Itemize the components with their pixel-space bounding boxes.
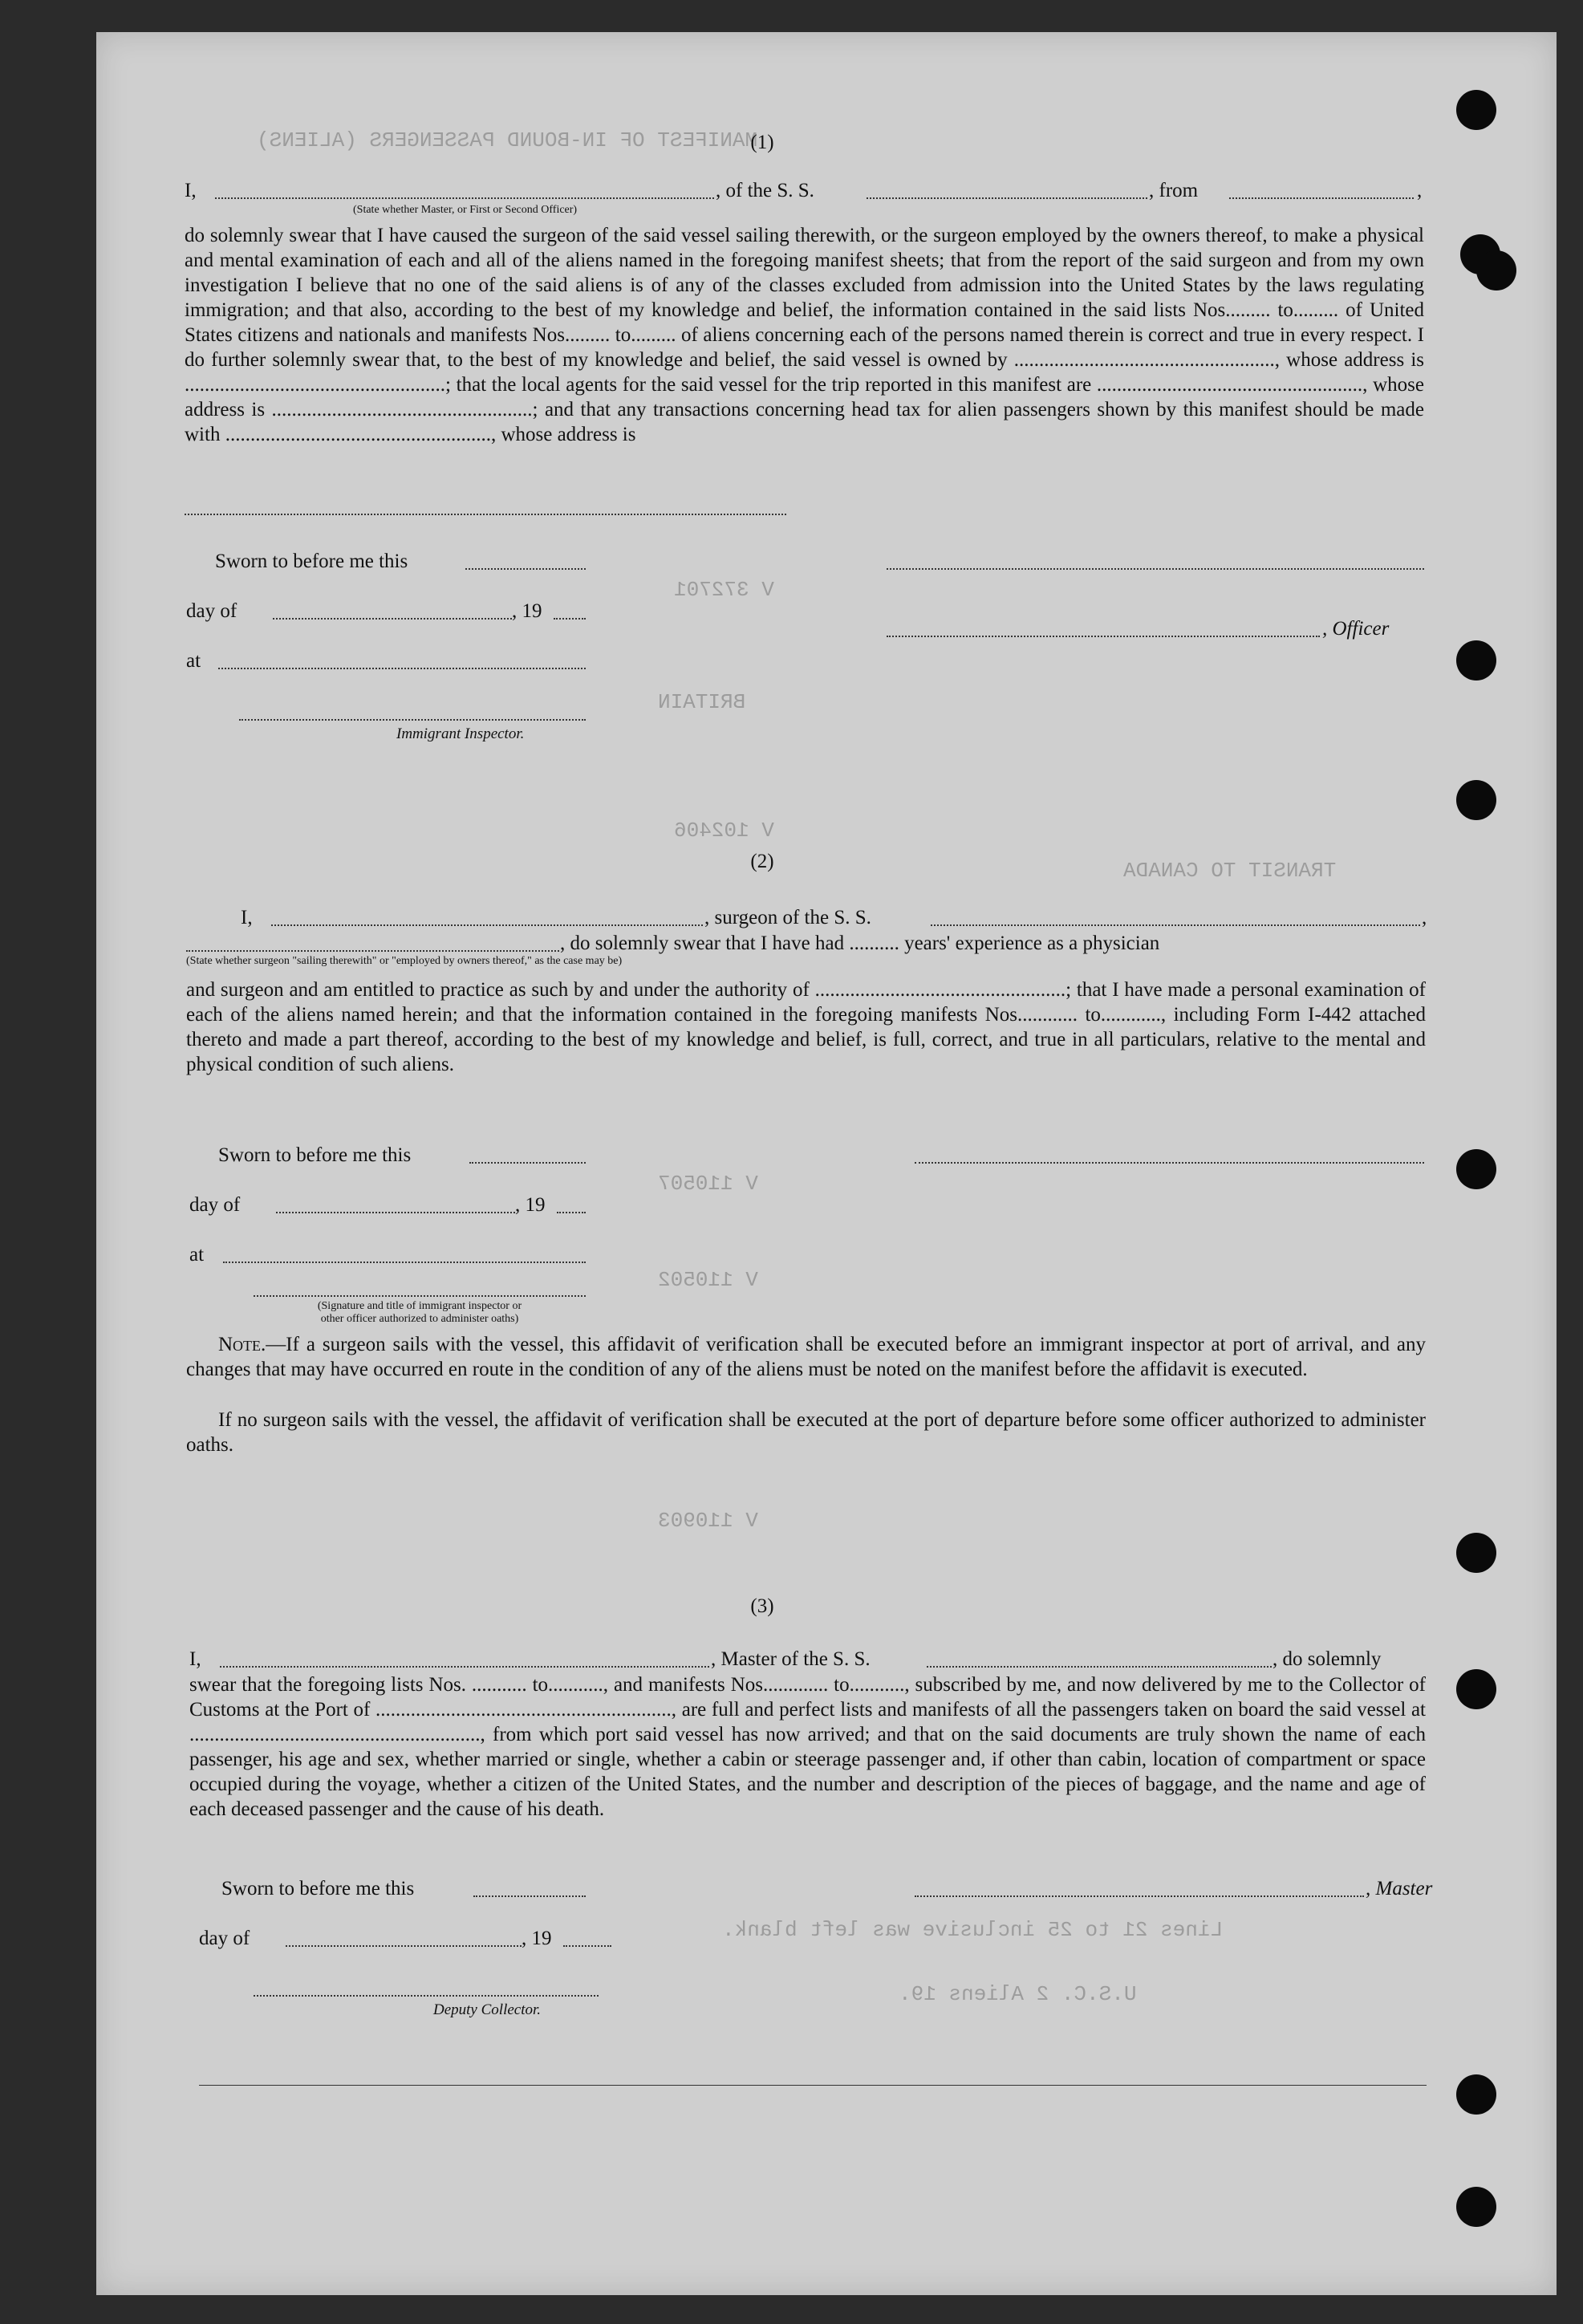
address-field[interactable] [185,514,786,515]
binder-hole [1456,1669,1496,1709]
master-signature-field[interactable] [915,1895,1364,1897]
day-of-label: day of [186,600,237,622]
day-of-label: day of [189,1194,241,1216]
bleed-through-text: V 102406 [674,819,774,843]
signature-caption: other officer authorized to administer oaths) [320,1313,519,1325]
bottom-rule [199,2085,1427,2086]
bleed-through-text: Lines 21 to 25 inclusive was left blank. [722,1918,1224,1942]
inspector-signature-field[interactable] [239,719,586,721]
label-from: , from [1149,180,1199,201]
year-label: , 19 [522,1928,552,1949]
sworn-date-field[interactable] [473,1895,586,1897]
label-do-solemnly: , do solemnly [1272,1648,1382,1670]
inspector-label: Immigrant Inspector. [396,725,525,742]
surgeon-caption: (State whether surgeon "sailing therewith" or "employed by owners thereof," as the case may be) [186,955,623,967]
officer-label: , Officer [1322,618,1390,640]
day-of-field[interactable] [276,1212,515,1213]
sworn-label: Sworn to before me this [221,1878,415,1899]
binder-hole [1456,1149,1496,1189]
officer-name-field[interactable] [215,197,714,199]
note-text: —If a surgeon sails with the vessel, this affidavit of verification shall be executed before an immigrant inspector at port of arrival, and any changes that may have occurred en route in the condition of any of the aliens must be noted on the manifest before the affidavit is executed. [186,1334,1426,1380]
section2-oath-paragraph: and surgeon and am entitled to practice as such by and under the authority of ..................................................; that I have made a personal examination of each of the aliens named herein; and that the information contained in the foregoing manifests Nos............ to............, including Form I-442 attached thereto and made a part thereof, according to the best of my knowledge and belief, is full, correct, and true in all particulars, relative to the mental and physical condition of such aliens. [186,979,1426,1075]
label-i: I, [241,907,253,928]
year-field[interactable] [557,1212,586,1213]
bleed-through-text: MANIFEST OF IN-BOUND PASSENGERS (ALIENS) [257,128,758,152]
label-i: I, [189,1648,201,1670]
binder-hole [1456,2074,1496,2115]
year-label: , 19 [512,600,542,622]
binder-hole [1456,780,1496,820]
vessel-name-field[interactable] [931,924,1420,926]
year-field[interactable] [563,1945,611,1947]
note2-paragraph: If no surgeon sails with the vessel, the affidavit of verification shall be executed at the port of departure before some officer authorized to administer oaths. [186,1409,1426,1456]
note-paragraph [186,1332,1426,1382]
label-of-ss: , of the S. S. [716,180,814,201]
sworn-date-field[interactable] [469,1162,586,1164]
at-field[interactable] [218,668,586,669]
label-i: I, [185,180,197,201]
bleed-through-text: U.S.C. 2 Aliens 19. [899,1982,1137,2006]
comma: , [1422,907,1427,928]
bleed-through-text: V 372701 [674,578,774,602]
inspector-signature-field[interactable] [254,1295,586,1297]
master-name-field[interactable] [220,1666,709,1668]
label-surgeon: , surgeon of the S. S. [704,907,871,928]
year-label: , 19 [515,1194,546,1216]
day-of-field[interactable] [286,1945,522,1947]
label-master-of: , Master of the S. S. [711,1648,871,1670]
surgeon-signature-field[interactable] [915,1162,1424,1164]
day-of-field[interactable] [273,618,512,620]
at-field[interactable] [223,1262,586,1263]
section1-oath-paragraph: do solemnly swear that I have caused the surgeon of the said vessel sailing therewith, or the surgeon employed by the owners thereof, to make a physical and mental examination of each and all of the aliens named in the foregoing manifest sheets; that from the report of the said surgeon and from my own investigation I believe that no one of the said aliens is of any of the classes excluded from admission into the United States by the laws regulating immigration; and that also, according to the best of my knowledge and belief, the information contained in the said lists Nos......... to......... of United States citizens and nationals and manifests Nos......... to......... of aliens concerning each of the persons named therein is correct and true in every respect. I do further solemnly swear that, to the best of my knowledge and belief, the said vessel is owned by ...................................................., whose address is ....................................................; that the local agents for the said vessel for the trip reported in this manifest are ....................................................., whose address is ....................................................; and that any transactions concerning head tax for alien passengers shown by this manifest should be made with ....................................................., whose address is [185,225,1424,445]
sworn-label: Sworn to before me this [215,551,408,572]
year-field[interactable] [554,618,586,620]
bleed-through-text: TRANSIT TO CANADA [1123,859,1337,883]
comma: , [1417,180,1423,201]
note-label: Note. [218,1334,266,1355]
sworn-date-field[interactable] [465,568,586,570]
officer-signature-field[interactable] [887,568,1424,570]
binder-hole [1456,1533,1496,1573]
master-label: , Master [1366,1878,1433,1899]
manifest-page [96,32,1557,2295]
officer-title-field[interactable] [887,636,1320,637]
collector-label: Deputy Collector. [433,2001,542,2018]
port-from-field[interactable] [1229,197,1414,199]
bleed-through-text: V 110507 [658,1172,758,1196]
binder-hole [1456,640,1496,681]
officer-caption: (State whether Master, or First or Second Officer) [353,204,578,216]
bleed-through-text: V 110903 [658,1509,758,1533]
section-number: (3) [750,1595,774,1617]
binder-hole [1476,250,1516,290]
vessel-name-field[interactable] [927,1666,1272,1668]
section-number: (1) [750,132,774,153]
binder-hole [1456,2187,1496,2227]
day-of-label: day of [199,1928,250,1949]
bleed-through-text: BRITAIN [658,690,746,714]
at-label: at [189,1244,205,1266]
collector-signature-field[interactable] [254,1995,599,1997]
section-number: (2) [750,851,774,872]
surgeon-status-field[interactable] [186,950,559,952]
vessel-name-field[interactable] [867,197,1147,199]
signature-caption: (Signature and title of immigrant inspector or [317,1300,522,1312]
surgeon-oath-line: , do solemnly swear that I have had .......... years' experience as a physician [560,932,1160,954]
section3-oath-paragraph: swear that the foregoing lists Nos. ........... to..........., and manifests Nos............. to..........., subscribed by me, and now delivered by me to the Collector of Customs at the Port of ..........................................................., are full and perfect lists and manifests of all the passengers taken on board the said vessel at .........................................................., from which port said vessel has now arrived; and that on the said documents are truly shown the name of each passenger, his age and sex, whether married or single, whether a cabin or steerage passenger and, if other than cabin, location of compartment or space occupied during the voyage, whether a citizen of the United States, and the number and description of the pieces of baggage, and the name and age of each deceased passenger and the cause of his death. [189,1674,1426,1820]
sworn-label: Sworn to before me this [218,1144,412,1166]
surgeon-name-field[interactable] [271,924,703,926]
bleed-through-text: V 110502 [658,1268,758,1292]
binder-hole [1456,90,1496,130]
at-label: at [186,650,201,672]
